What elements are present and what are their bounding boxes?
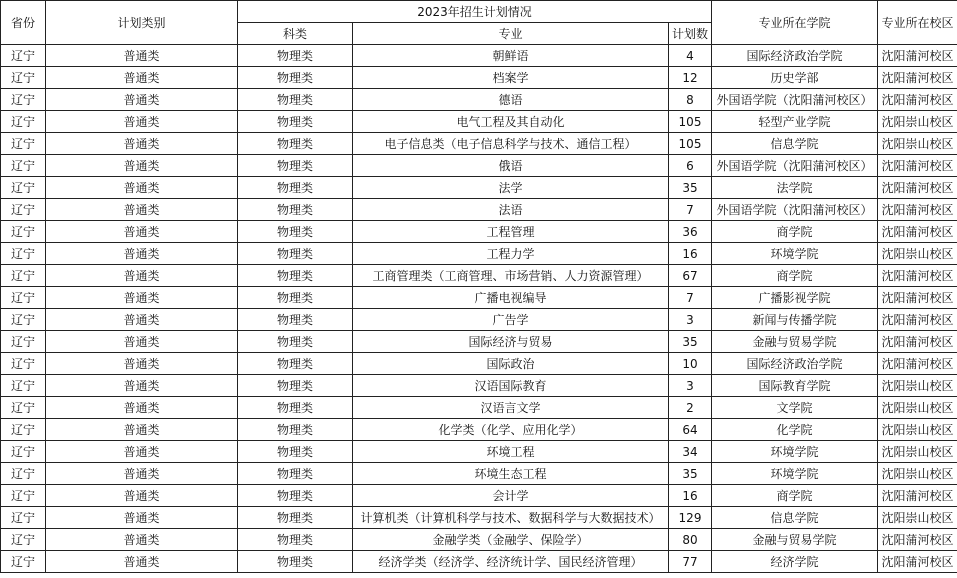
campus-cell: 沈阳蒲河校区 [878,529,957,551]
subject-cell: 物理类 [238,45,353,67]
table-row [1,419,957,441]
category-cell: 普通类 [46,507,238,529]
plan-count-cell: 16 [669,243,712,265]
campus-cell: 沈阳蒲河校区 [878,485,957,507]
category-cell: 普通类 [46,463,238,485]
college-cell: 商学院 [712,265,878,287]
province-cell: 辽宁 [1,485,46,507]
subject-cell: 物理类 [238,265,353,287]
major-cell: 工程力学 [353,243,669,265]
subject-cell: 物理类 [238,375,353,397]
subject-cell: 物理类 [238,463,353,485]
campus-cell: 沈阳蒲河校区 [878,89,957,111]
college-cell: 外国语学院（沈阳蒲河校区） [712,155,878,177]
plan-count-cell: 64 [669,419,712,441]
subject-cell: 物理类 [238,133,353,155]
subject-cell: 物理类 [238,221,353,243]
major-cell: 国际经济与贸易 [353,331,669,353]
subject-cell: 物理类 [238,529,353,551]
major-cell: 俄语 [353,155,669,177]
header-major: 专业 [353,23,669,45]
major-cell: 法语 [353,199,669,221]
major-cell: 朝鲜语 [353,45,669,67]
college-cell: 国际经济政治学院 [712,353,878,375]
subject-cell: 物理类 [238,397,353,419]
category-cell: 普通类 [46,265,238,287]
subject-cell: 物理类 [238,441,353,463]
subject-cell: 物理类 [238,177,353,199]
major-cell: 环境工程 [353,441,669,463]
table-row [1,67,957,89]
major-cell: 汉语言文学 [353,397,669,419]
subject-cell: 物理类 [238,507,353,529]
campus-cell: 沈阳蒲河校区 [878,177,957,199]
table-row [1,45,957,67]
province-cell: 辽宁 [1,287,46,309]
header-college: 专业所在学院 [712,1,878,45]
category-cell: 普通类 [46,243,238,265]
table-row [1,551,957,573]
plan-count-cell: 3 [669,309,712,331]
major-cell: 汉语国际教育 [353,375,669,397]
plan-count-cell: 3 [669,375,712,397]
subject-cell: 物理类 [238,309,353,331]
category-cell: 普通类 [46,155,238,177]
province-cell: 辽宁 [1,221,46,243]
table-row [1,507,957,529]
table-row [1,265,957,287]
category-cell: 普通类 [46,419,238,441]
college-cell: 历史学部 [712,67,878,89]
plan-count-cell: 7 [669,199,712,221]
header-plan-group: 2023年招生计划情况 [238,1,712,23]
category-cell: 普通类 [46,397,238,419]
subject-cell: 物理类 [238,89,353,111]
college-cell: 环境学院 [712,441,878,463]
plan-count-cell: 16 [669,485,712,507]
category-cell: 普通类 [46,331,238,353]
campus-cell: 沈阳蒲河校区 [878,155,957,177]
province-cell: 辽宁 [1,441,46,463]
subject-cell: 物理类 [238,353,353,375]
campus-cell: 沈阳蒲河校区 [878,551,957,573]
plan-count-cell: 34 [669,441,712,463]
plan-count-cell: 7 [669,287,712,309]
province-cell: 辽宁 [1,45,46,67]
province-cell: 辽宁 [1,111,46,133]
subject-cell: 物理类 [238,485,353,507]
category-cell: 普通类 [46,353,238,375]
province-cell: 辽宁 [1,243,46,265]
college-cell: 外国语学院（沈阳蒲河校区） [712,199,878,221]
category-cell: 普通类 [46,375,238,397]
header-subject: 科类 [238,23,353,45]
major-cell: 电气工程及其自动化 [353,111,669,133]
plan-count-cell: 2 [669,397,712,419]
province-cell: 辽宁 [1,309,46,331]
college-cell: 法学院 [712,177,878,199]
college-cell: 国际经济政治学院 [712,45,878,67]
major-cell: 经济学类（经济学、经济统计学、国民经济管理） [353,551,669,573]
plan-count-cell: 80 [669,529,712,551]
subject-cell: 物理类 [238,67,353,89]
province-cell: 辽宁 [1,551,46,573]
category-cell: 普通类 [46,441,238,463]
major-cell: 电子信息类（电子信息科学与技术、通信工程） [353,133,669,155]
campus-cell: 沈阳崇山校区 [878,441,957,463]
category-cell: 普通类 [46,133,238,155]
province-cell: 辽宁 [1,375,46,397]
subject-cell: 物理类 [238,419,353,441]
college-cell: 信息学院 [712,133,878,155]
major-cell: 计算机类（计算机科学与技术、数据科学与大数据技术） [353,507,669,529]
province-cell: 辽宁 [1,419,46,441]
plan-count-cell: 35 [669,331,712,353]
college-cell: 文学院 [712,397,878,419]
header-plan-category: 计划类别 [46,1,238,45]
category-cell: 普通类 [46,529,238,551]
plan-count-cell: 105 [669,133,712,155]
subject-cell: 物理类 [238,331,353,353]
header-plan-count: 计划数 [669,23,712,45]
college-cell: 广播影视学院 [712,287,878,309]
subject-cell: 物理类 [238,155,353,177]
major-cell: 会计学 [353,485,669,507]
campus-cell: 沈阳蒲河校区 [878,199,957,221]
college-cell: 外国语学院（沈阳蒲河校区） [712,89,878,111]
campus-cell: 沈阳崇山校区 [878,111,957,133]
college-cell: 商学院 [712,485,878,507]
table-row [1,287,957,309]
college-cell: 化学院 [712,419,878,441]
province-cell: 辽宁 [1,155,46,177]
campus-cell: 沈阳崇山校区 [878,243,957,265]
campus-cell: 沈阳蒲河校区 [878,45,957,67]
table-row [1,199,957,221]
plan-count-cell: 35 [669,177,712,199]
category-cell: 普通类 [46,67,238,89]
major-cell: 化学类（化学、应用化学） [353,419,669,441]
campus-cell: 沈阳崇山校区 [878,463,957,485]
table-row [1,111,957,133]
category-cell: 普通类 [46,89,238,111]
province-cell: 辽宁 [1,397,46,419]
province-cell: 辽宁 [1,463,46,485]
plan-count-cell: 129 [669,507,712,529]
subject-cell: 物理类 [238,111,353,133]
table-row [1,485,957,507]
campus-cell: 沈阳蒲河校区 [878,67,957,89]
major-cell: 金融学类（金融学、保险学） [353,529,669,551]
table-row [1,463,957,485]
plan-count-cell: 4 [669,45,712,67]
major-cell: 国际政治 [353,353,669,375]
category-cell: 普通类 [46,199,238,221]
province-cell: 辽宁 [1,331,46,353]
college-cell: 轻型产业学院 [712,111,878,133]
campus-cell: 沈阳崇山校区 [878,507,957,529]
major-cell: 档案学 [353,67,669,89]
plan-count-cell: 12 [669,67,712,89]
plan-count-cell: 105 [669,111,712,133]
major-cell: 工商管理类（工商管理、市场营销、人力资源管理） [353,265,669,287]
province-cell: 辽宁 [1,265,46,287]
table-row [1,331,957,353]
campus-cell: 沈阳崇山校区 [878,419,957,441]
category-cell: 普通类 [46,287,238,309]
major-cell: 工程管理 [353,221,669,243]
college-cell: 信息学院 [712,507,878,529]
province-cell: 辽宁 [1,529,46,551]
college-cell: 环境学院 [712,463,878,485]
table-row [1,89,957,111]
college-cell: 商学院 [712,221,878,243]
table-row [1,309,957,331]
province-cell: 辽宁 [1,67,46,89]
campus-cell: 沈阳蒲河校区 [878,309,957,331]
campus-cell: 沈阳崇山校区 [878,375,957,397]
plan-count-cell: 10 [669,353,712,375]
college-cell: 金融与贸易学院 [712,529,878,551]
category-cell: 普通类 [46,221,238,243]
subject-cell: 物理类 [238,243,353,265]
header-row [1,1,957,23]
campus-cell: 沈阳崇山校区 [878,133,957,155]
table-row [1,441,957,463]
major-cell: 德语 [353,89,669,111]
campus-cell: 沈阳蒲河校区 [878,331,957,353]
campus-cell: 沈阳蒲河校区 [878,353,957,375]
province-cell: 辽宁 [1,353,46,375]
category-cell: 普通类 [46,551,238,573]
category-cell: 普通类 [46,45,238,67]
major-cell: 法学 [353,177,669,199]
table-row [1,375,957,397]
college-cell: 环境学院 [712,243,878,265]
province-cell: 辽宁 [1,89,46,111]
college-cell: 经济学院 [712,551,878,573]
campus-cell: 沈阳崇山校区 [878,397,957,419]
table-row [1,243,957,265]
table-row [1,155,957,177]
subject-cell: 物理类 [238,287,353,309]
table-row [1,397,957,419]
category-cell: 普通类 [46,485,238,507]
major-cell: 环境生态工程 [353,463,669,485]
subject-cell: 物理类 [238,551,353,573]
province-cell: 辽宁 [1,199,46,221]
college-cell: 新闻与传播学院 [712,309,878,331]
table-row [1,221,957,243]
campus-cell: 沈阳蒲河校区 [878,265,957,287]
category-cell: 普通类 [46,309,238,331]
major-cell: 广告学 [353,309,669,331]
category-cell: 普通类 [46,111,238,133]
plan-count-cell: 36 [669,221,712,243]
college-cell: 金融与贸易学院 [712,331,878,353]
major-cell: 广播电视编导 [353,287,669,309]
province-cell: 辽宁 [1,507,46,529]
category-cell: 普通类 [46,177,238,199]
plan-count-cell: 77 [669,551,712,573]
subject-cell: 物理类 [238,199,353,221]
header-province: 省份 [1,1,46,45]
campus-cell: 沈阳蒲河校区 [878,221,957,243]
college-cell: 国际教育学院 [712,375,878,397]
plan-count-cell: 6 [669,155,712,177]
province-cell: 辽宁 [1,177,46,199]
table-row [1,133,957,155]
province-cell: 辽宁 [1,133,46,155]
campus-cell: 沈阳蒲河校区 [878,287,957,309]
plan-count-cell: 8 [669,89,712,111]
plan-count-cell: 67 [669,265,712,287]
plan-count-cell: 35 [669,463,712,485]
table-row [1,177,957,199]
table-row [1,529,957,551]
header-campus: 专业所在校区 [878,1,957,45]
table-row [1,353,957,375]
